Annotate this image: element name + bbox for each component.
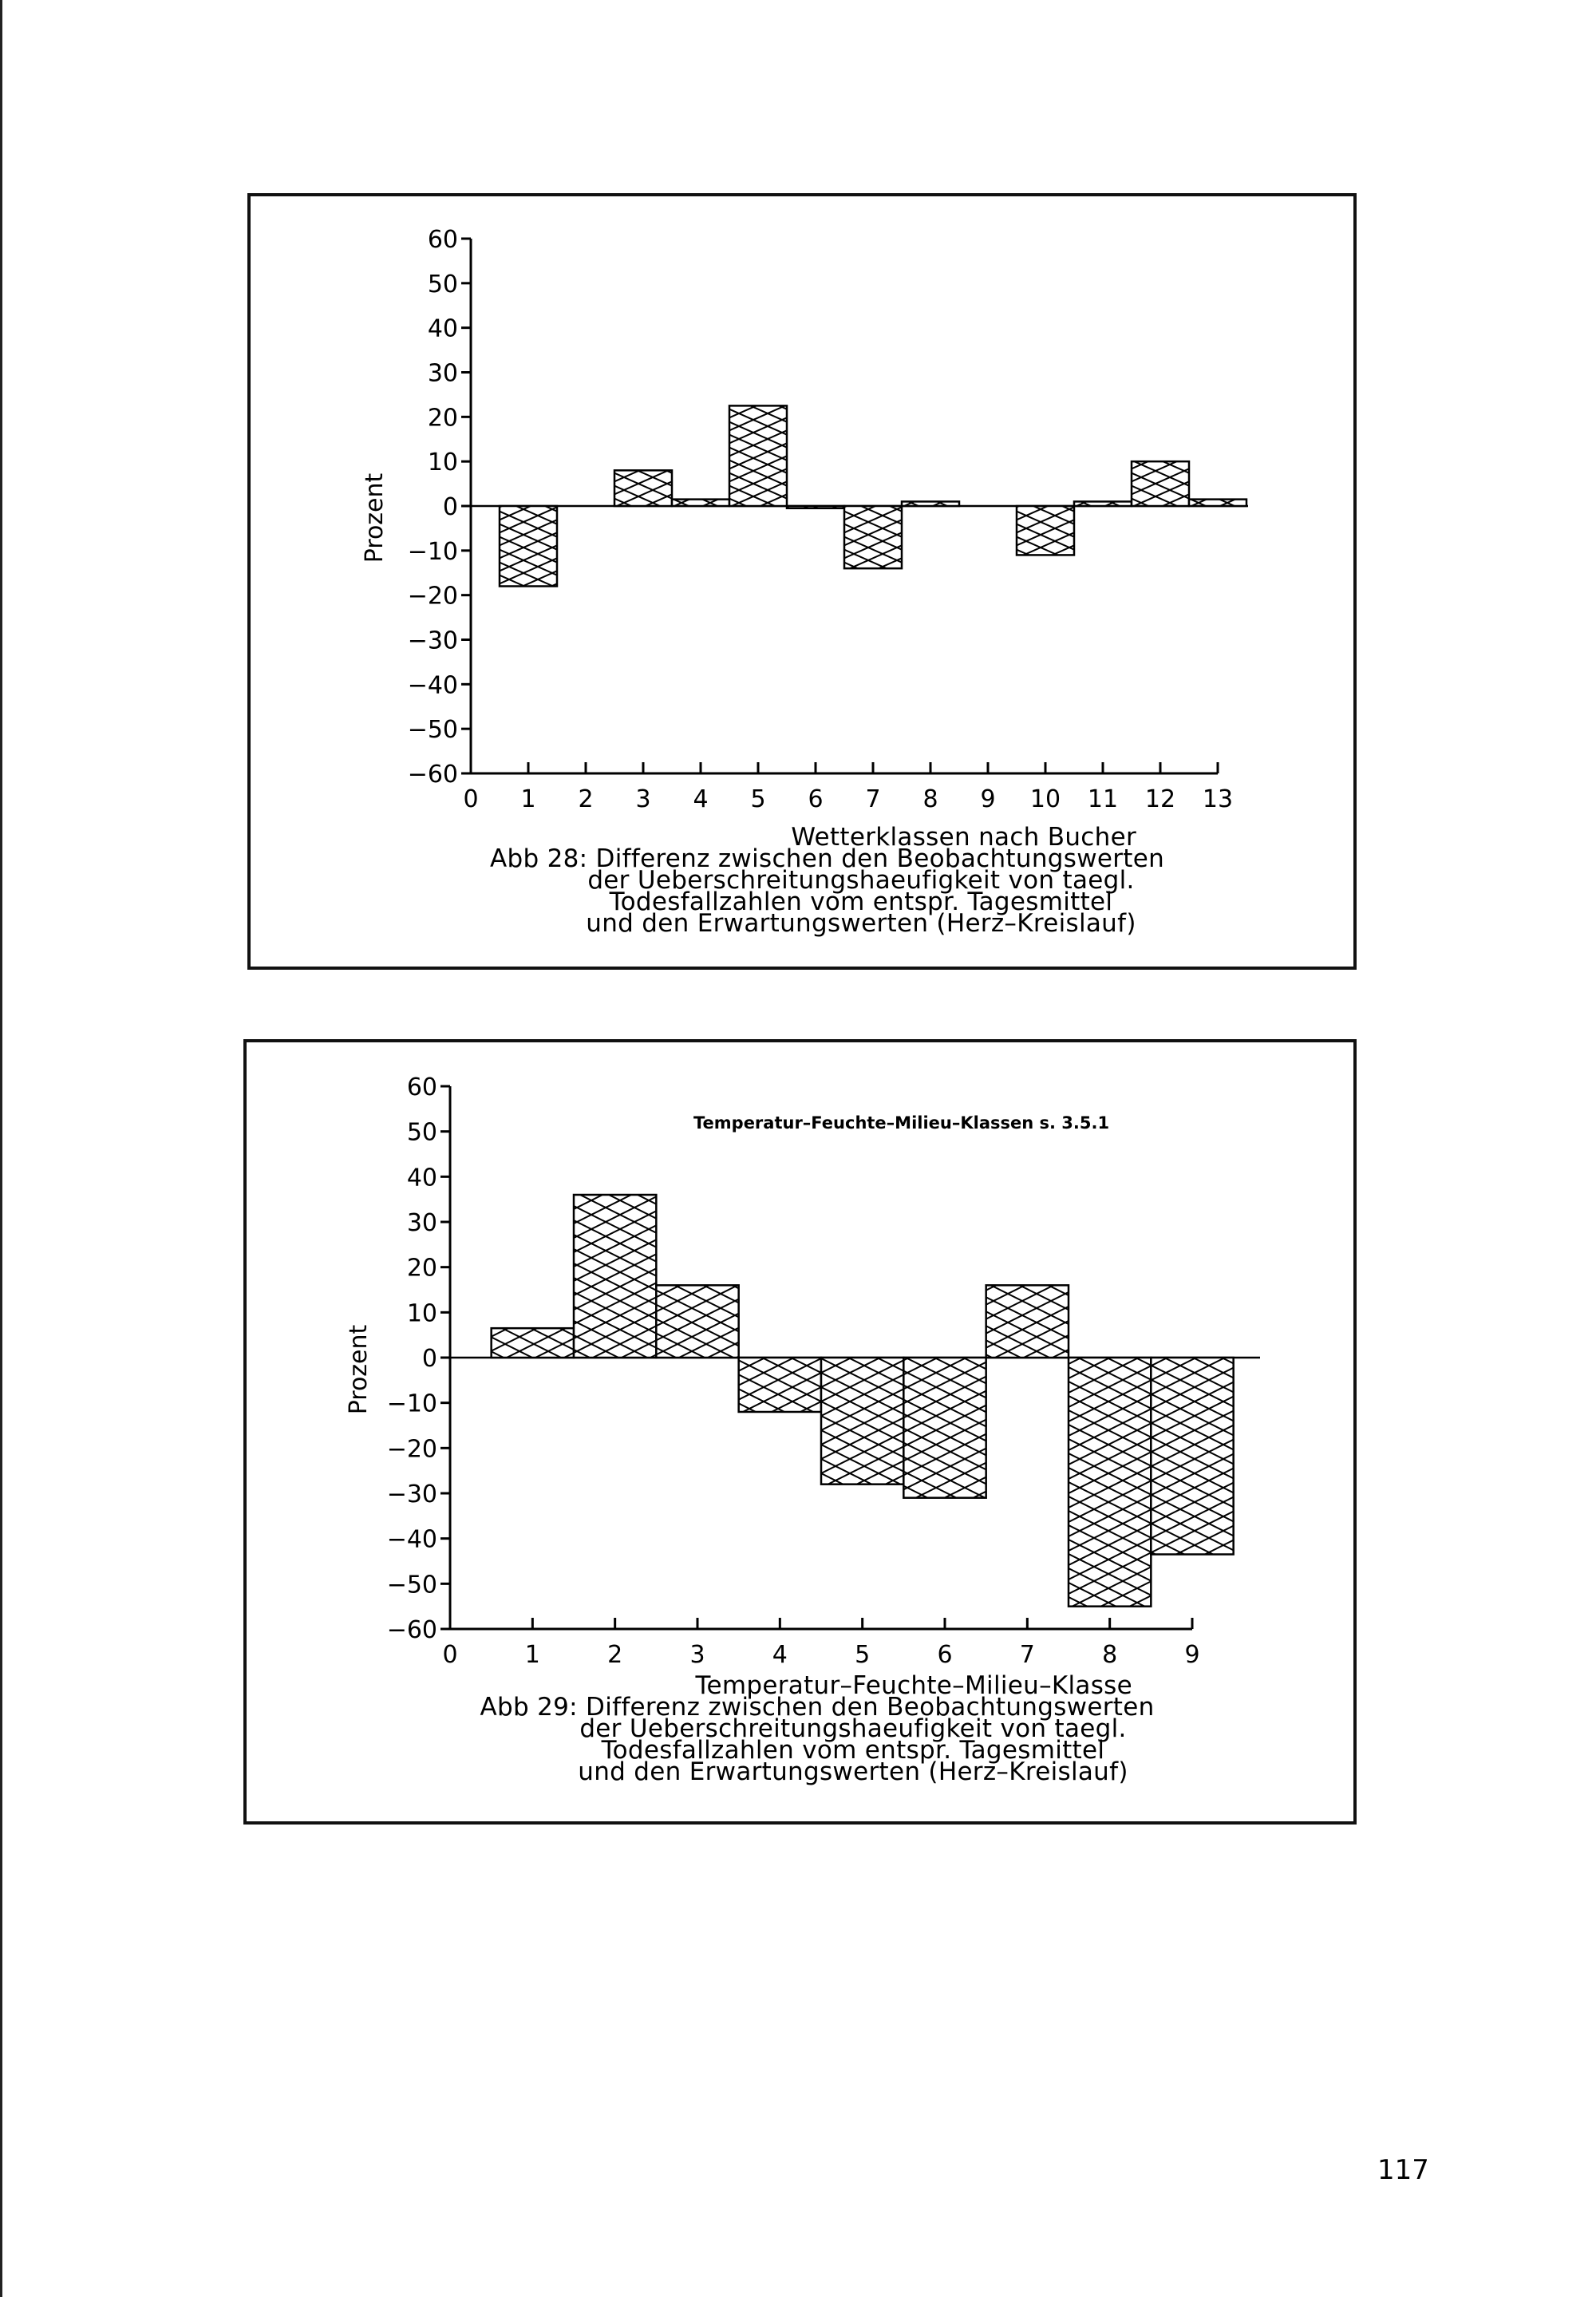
- x-tick-label: 9: [1184, 1641, 1200, 1669]
- y-tick-label: −60: [386, 1616, 437, 1644]
- x-tick-label: 8: [1102, 1641, 1118, 1669]
- x-tick-label: 7: [865, 785, 881, 813]
- bar: [1069, 1358, 1151, 1607]
- bar: [787, 506, 844, 508]
- figure-abb29-caption: [478, 1671, 1156, 1786]
- x-tick-label: 9: [980, 785, 996, 813]
- bar: [492, 1328, 574, 1358]
- figure-abb28-caption: [490, 823, 1165, 938]
- y-tick-label: 40: [406, 1164, 437, 1192]
- x-tick-label: 7: [1019, 1641, 1035, 1669]
- bar: [1189, 500, 1246, 506]
- x-tick-label: 12: [1144, 785, 1176, 813]
- x-tick-label: 6: [808, 785, 824, 813]
- y-axis-title: Prozent: [345, 1324, 373, 1415]
- y-tick-label: −50: [407, 716, 458, 745]
- x-tick-label: 2: [607, 1641, 623, 1669]
- figure-abb28-frame: [247, 193, 1357, 970]
- caption-line: und den Erwartungswerten (Herz–Kreislauf): [586, 909, 1136, 938]
- y-tick-label: −30: [407, 627, 458, 655]
- y-tick-label: 20: [427, 404, 458, 433]
- bar: [1074, 501, 1132, 506]
- bar: [844, 506, 902, 568]
- bar: [903, 1358, 986, 1498]
- y-tick-label: 30: [427, 359, 458, 388]
- x-tick-label: 5: [750, 785, 766, 813]
- chart-annotation: Temperatur–Feuchte–Milieu–Klassen s. 3.5.1: [693, 1113, 1110, 1133]
- y-tick-label: −50: [386, 1571, 437, 1599]
- caption-line: der Ueberschreitungshaeufigkeit von taegl.: [587, 866, 1135, 895]
- y-tick-label: −30: [386, 1481, 437, 1508]
- x-tick-label: 13: [1202, 785, 1234, 813]
- x-tick-label: 0: [463, 785, 479, 813]
- bar: [821, 1358, 903, 1485]
- scan-edge-line: [0, 0, 2, 2297]
- y-tick-label: 50: [406, 1118, 437, 1147]
- caption-line: Abb 29: Differenz zwischen den Beobachtungswerten: [480, 1693, 1155, 1722]
- y-tick-label: 50: [427, 270, 458, 298]
- bar: [614, 470, 672, 506]
- caption-line: und den Erwartungswerten (Herz–Kreislauf): [578, 1757, 1128, 1786]
- x-tick-label: 10: [1029, 785, 1061, 813]
- x-tick-label: 4: [772, 1641, 788, 1669]
- y-axis-title: Prozent: [361, 472, 389, 563]
- page-number: 117: [1377, 2154, 1429, 2186]
- y-tick-label: 60: [406, 1073, 437, 1101]
- y-tick-label: 0: [442, 493, 458, 521]
- y-tick-label: 10: [427, 449, 458, 477]
- x-tick-label: 3: [689, 1641, 705, 1669]
- y-tick-label: −10: [386, 1390, 437, 1418]
- bar: [986, 1285, 1069, 1358]
- x-tick-label: 4: [693, 785, 709, 813]
- bar: [1017, 506, 1074, 555]
- bar: [500, 506, 557, 587]
- y-tick-label: 60: [427, 226, 458, 254]
- bar: [1132, 461, 1189, 506]
- bar: [729, 405, 787, 506]
- x-tick-label: 11: [1087, 785, 1119, 813]
- x-tick-label: 8: [922, 785, 938, 813]
- y-tick-label: −60: [407, 761, 458, 789]
- y-tick-label: 10: [406, 1299, 437, 1328]
- bar: [739, 1358, 821, 1412]
- y-tick-label: −20: [407, 582, 458, 611]
- caption-line: Todesfallzahlen vom entspr. Tagesmittel: [609, 888, 1113, 916]
- y-tick-label: 20: [406, 1254, 437, 1283]
- x-tick-label: 5: [855, 1641, 871, 1669]
- figure-abb29-frame: [243, 1039, 1357, 1825]
- bar: [656, 1285, 738, 1358]
- x-tick-label: 3: [635, 785, 651, 813]
- y-tick-label: −20: [386, 1435, 437, 1464]
- bar: [672, 500, 729, 506]
- x-tick-label: 1: [524, 1641, 540, 1669]
- caption-line: Abb 28: Differenz zwischen den Beobachtungswerten: [490, 844, 1165, 873]
- y-tick-label: −10: [407, 537, 458, 566]
- x-tick-label: 0: [442, 1641, 458, 1669]
- caption-line: der Ueberschreitungshaeufigkeit von taegl.: [579, 1714, 1127, 1743]
- x-tick-label: 2: [578, 785, 594, 813]
- bar: [902, 501, 959, 506]
- x-axis-title: Wetterklassen nach Bucher: [791, 823, 1136, 852]
- y-tick-label: 30: [406, 1209, 437, 1237]
- x-tick-label: 6: [937, 1641, 953, 1669]
- y-tick-label: 40: [427, 314, 458, 343]
- y-tick-label: 0: [421, 1345, 437, 1373]
- y-tick-label: −40: [386, 1525, 437, 1554]
- x-tick-label: 1: [520, 785, 536, 813]
- bar: [574, 1195, 656, 1358]
- y-tick-label: −40: [407, 671, 458, 700]
- caption-line: Todesfallzahlen vom entspr. Tagesmittel: [601, 1736, 1105, 1765]
- x-axis-title: Temperatur–Feuchte–Milieu–Klasse: [695, 1671, 1132, 1700]
- bar: [1151, 1358, 1233, 1555]
